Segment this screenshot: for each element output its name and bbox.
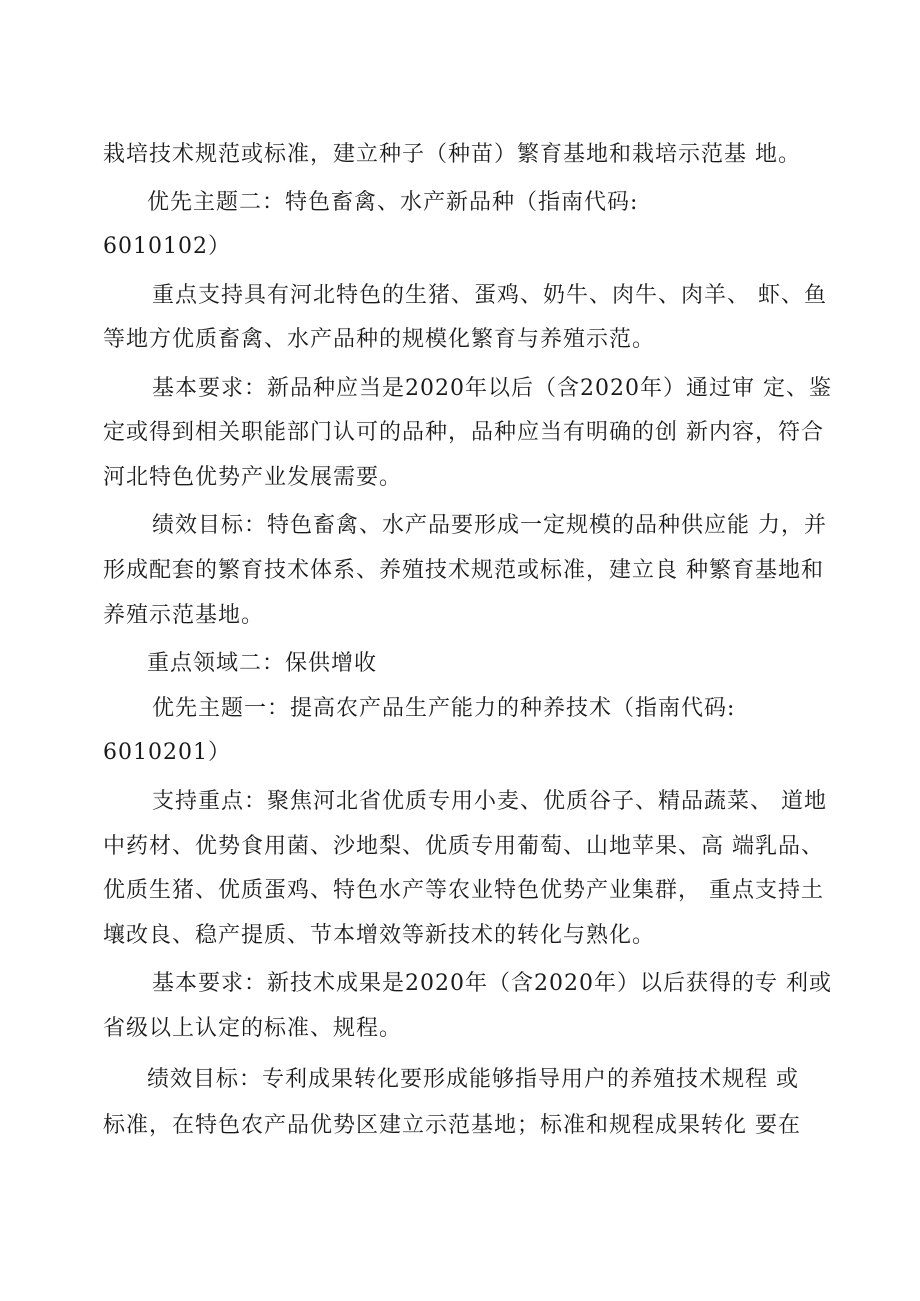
text-line: 河北特色优势产业发展需要。 [103, 465, 403, 490]
text-line: 中药材、优势食用菌、沙地梨、优质专用葡萄、山地苹果、高 端乳品、 [103, 834, 824, 859]
text-line: 养殖示范基地。 [103, 603, 265, 628]
text-line: 形成配套的繁育技术体系、养殖技术规范或标准，建立良 种繁育基地和 [103, 558, 824, 583]
text-line: 优先主题一：提高农产品生产能力的种养技术（指南代码: [152, 696, 736, 721]
text-line: 优先主题二：特色畜禽、水产新品种（指南代码: [147, 190, 639, 215]
text-line: 重点支持具有河北特色的生猪、蛋鸡、奶牛、肉牛、肉羊、 虾、鱼 [152, 283, 827, 308]
text-line: 定或得到相关职能部门认可的品种，品种应当有明确的创 新内容，符合 [103, 420, 824, 445]
text-line: 优质生猪、优质蛋鸡、特色水产等农业特色优势产业集群， 重点支持土 [103, 878, 824, 903]
text-line: 基本要求：新技术成果是2020年（含2020年）以后获得的专 利或 [152, 971, 832, 996]
text-line: 标准，在特色农产品优势区建立示范基地；标准和规程成果转化 要在 [103, 1113, 801, 1138]
section-heading: 重点领域二：保供增收 [147, 651, 378, 676]
text-line: 等地方优质畜禽、水产品种的规模化繁育与养殖示范。 [103, 327, 656, 352]
text-line: 6010201） [103, 740, 231, 765]
text-line: 基本要求：新品种应当是2020年以后（含2020年）通过审 定、鉴 [152, 376, 832, 401]
text-line: 栽培技术规范或标准，建立种子（种苗）繁育基地和栽培示范基 地。 [103, 142, 801, 167]
text-line: 绩效目标：专利成果转化要形成能够指导用户的养殖技术规程 或 [147, 1067, 799, 1092]
text-line: 绩效目标：特色畜禽、水产品要形成一定规模的品种供应能 力，并 [152, 513, 827, 538]
text-line: 壤改良、稳产提质、节本增效等新技术的转化与熟化。 [103, 923, 656, 948]
text-line: 省级以上认定的标准、规程。 [103, 1016, 403, 1041]
text-line: 6010102） [103, 234, 231, 259]
text-line: 支持重点：聚焦河北省优质专用小麦、优质谷子、精品蔬菜、 道地 [152, 789, 827, 814]
